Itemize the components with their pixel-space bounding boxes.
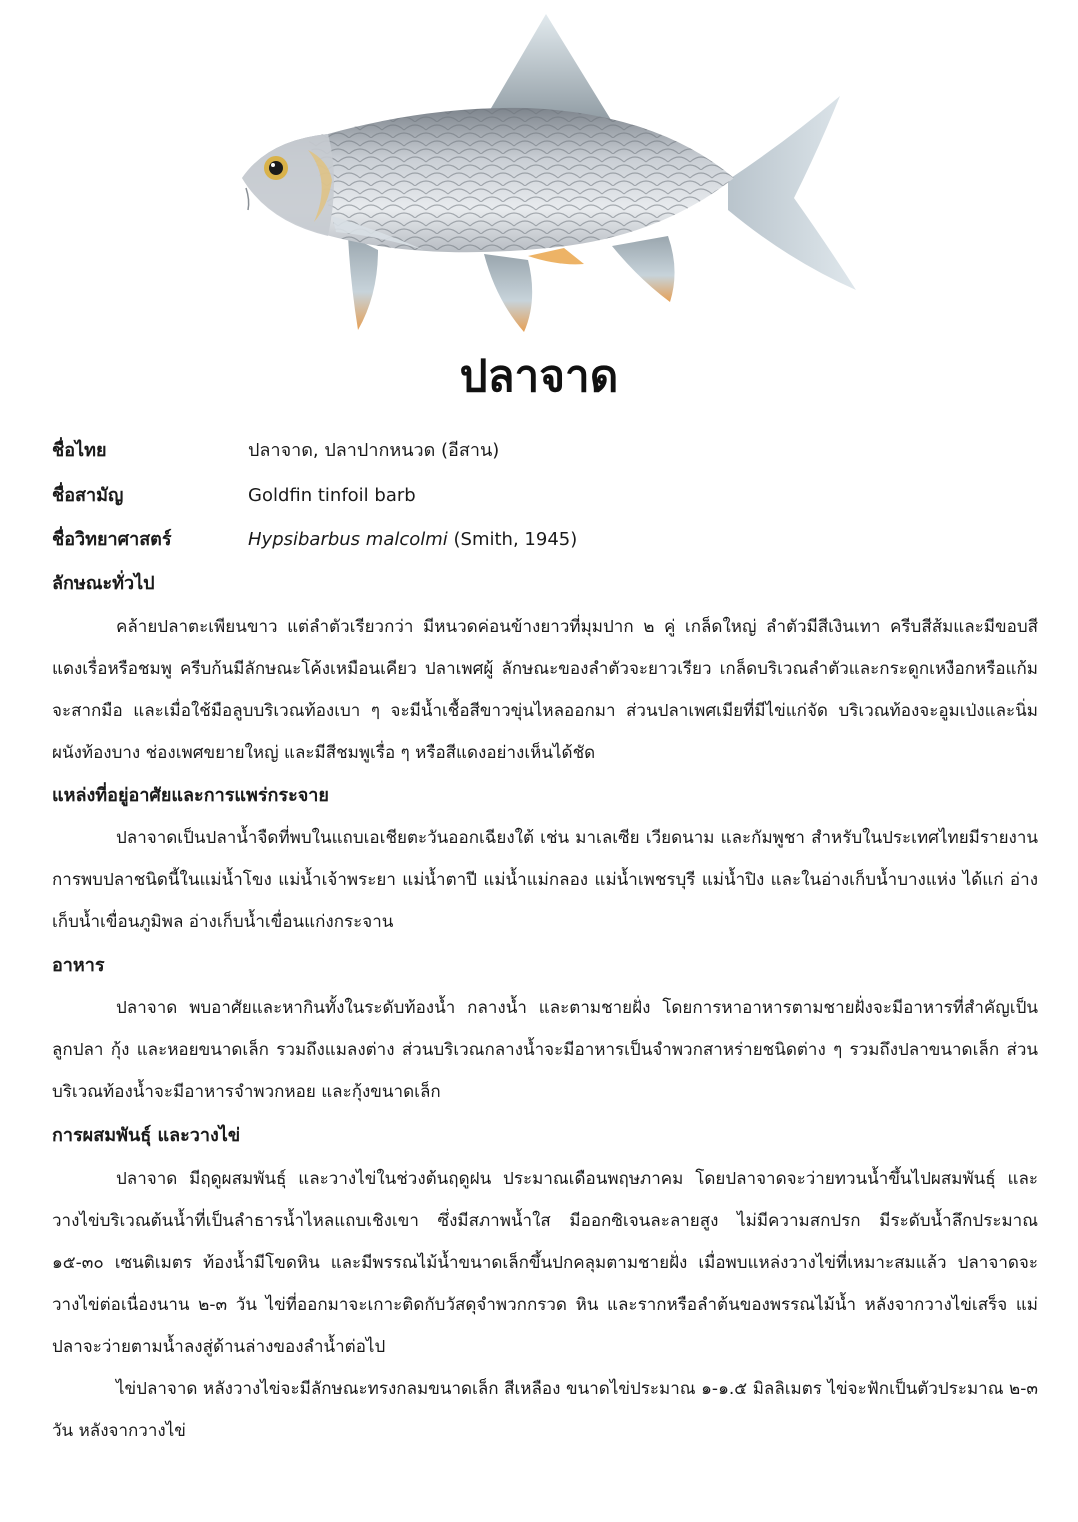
- section-heading-habitat: แหล่งที่อยู่อาศัยและการแพร่กระจาย: [52, 785, 329, 806]
- scientific-name-label: ชื่อวิทยาศาสตร์: [52, 529, 172, 550]
- info-row-scientific-name: [52, 522, 1038, 558]
- section-heading-general: ลักษณะทั่วไป: [52, 573, 155, 594]
- thai-name-label: ชื่อไทย: [52, 440, 107, 461]
- info-row-thai-name: [52, 433, 1038, 469]
- section-text-breeding-1: ปลาจาด มีฤดูผสมพันธุ์ และวางไข่ในช่วงต้นฤดูฝน ประมาณเดือนพฤษภาคม โดยปลาจาดจะว่ายทวนน้ำขึ้นไปผสมพันธุ์ และวางไข่บริเวณต้นน้ำที่เป็นลำธารน้ำไหลแถบเชิงเขา ซึ่งมีสภาพน้ำใส มีออกซิเจนละลายสูง ไม่มีความสกปรก มีระดับน้ำลึกประมาณ ๑๕-๓๐ เซนติเมตร ท้องน้ำมีโขดหิน และมีพรรณไม้น้ำขนาดเล็กขึ้นปกคลุมตามชายฝั่ง เมื่อพบแหล่งวางไข่ที่เหมาะสมแล้ว ปลาจาดจะวางไข่ต่อเนื่องนาน ๒-๓ วัน ไข่ที่ออกมาจะเกาะติดกับวัสดุจำพวกกรวด หิน และรากหรือลำต้นของพรรณไม้น้ำ หลังจากวางไข่เสร็จ แม่ปลาจะว่ายตามน้ำลงสู่ด้านล่างของลำน้ำต่อไป: [52, 1169, 1038, 1357]
- fish-image: [228, 10, 868, 340]
- page-title: ปลาจาด: [459, 351, 619, 402]
- section-text-food: ปลาจาด พบอาศัยและหากินทั้งในระดับท้องน้ำ กลางน้ำ และตามชายฝั่ง โดยการหาอาหารตามชายฝั่งจะมีอาหารที่สำคัญเป็นลูกปลา กุ้ง และหอยขนาดเล็ก รวมถึงแมลงต่าง ส่วนบริเวณกลางน้ำจะมีอาหารเป็นจำพวกสาหร่ายชนิดต่าง ๆ รวมถึงปลาขนาดเล็ก ส่วนบริเวณท้องน้ำจะมีอาหารจำพวกหอย และกุ้งขนาดเล็ก: [52, 998, 1038, 1102]
- common-name-label: ชื่อสามัญ: [52, 485, 124, 506]
- thai-name-value: ปลาจาด, ปลาปากหนวด (อีสาน): [248, 440, 500, 461]
- info-row-common-name: [52, 478, 1038, 514]
- section-text-breeding-2: ไข่ปลาจาด หลังวางไข่จะมีลักษณะทรงกลมขนาดเล็ก สีเหลือง ขนาดไข่ประมาณ ๑-๑.๕ มิลลิเมตร ไข่จะฟักเป็นตัวประมาณ ๒-๓ วัน หลังจากวางไข่: [52, 1379, 1038, 1441]
- scientific-name-author: (Smith, 1945): [447, 529, 578, 550]
- common-name-value: Goldfin tinfoil barb: [248, 485, 416, 506]
- section-text-habitat: ปลาจาดเป็นปลาน้ำจืดที่พบในแถบเอเชียตะวันออกเฉียงใต้ เช่น มาเลเซีย เวียดนาม และกัมพูชา สำหรับในประเทศไทยมีรายงานการพบปลาชนิดนี้ในแม่น้ำโขง แม่น้ำเจ้าพระยา แม่น้ำตาปี แม่น้ำแม่กลอง แม่น้ำเพชรบุรี แม่น้ำปิง และในอ่างเก็บน้ำบางแห่ง ได้แก่ อ่างเก็บน้ำเขื่อนภูมิพล อ่างเก็บน้ำเขื่อนแก่งกระจาน: [52, 828, 1038, 932]
- section-heading-breeding: การผสมพันธุ์ และวางไข่: [52, 1125, 241, 1146]
- section-text-general: คล้ายปลาตะเพียนขาว แต่ลำตัวเรียวกว่า มีหนวดค่อนข้างยาวที่มุมปาก ๒ คู่ เกล็ดใหญ่ ลำตัวมีสีเงินเทา ครีบสีส้มและมีขอบสีแดงเรื่อหรือชมพู ครีบก้นมีลักษณะโค้งเหมือนเคียว ปลาเพศผู้ ลักษณะของลำตัวจะยาวเรียว เกล็ดบริเวณลำตัวและกระดูกเหงือกหรือแก้มจะสากมือ และเมื่อใช้มือลูบบริเวณท้องเบา ๆ จะมีน้ำเชื้อสีขาวขุ่นไหลออกมา ส่วนปลาเพศเมียที่มีไข่แก่จัด บริเวณท้องจะอูมเป่งและนิ่ม ผนังท้องบาง ช่องเพศขยายใหญ่ และมีสีชมพูเรื่อ ๆ หรือสีแดงอย่างเห็นได้ชัด: [52, 617, 1038, 763]
- scientific-name-italic: Hypsibarbus malcolmi: [248, 529, 448, 550]
- scientific-name-value: [248, 522, 577, 558]
- section-heading-food: อาหาร: [52, 955, 105, 976]
